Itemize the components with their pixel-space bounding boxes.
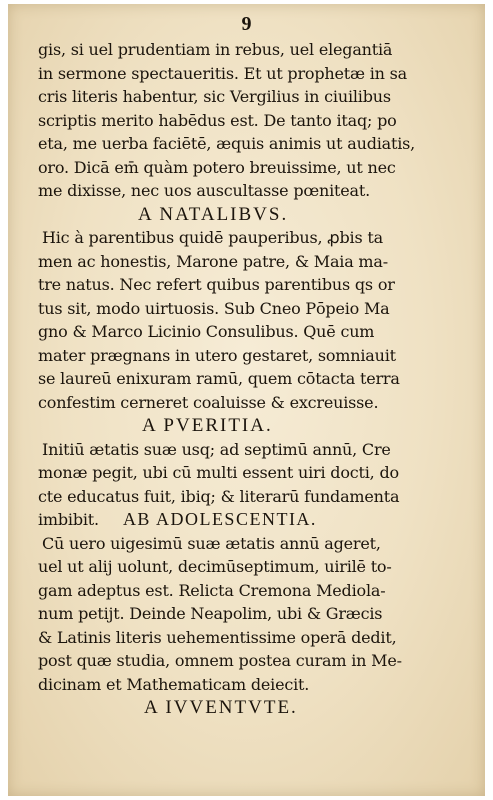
text-line: gam adeptus est. Relicta Cremona Mediola- xyxy=(38,580,386,600)
text-line: Hic à parentibus quidē pauperibus, ꝓbis ta xyxy=(42,228,383,247)
text-line: eta, me uerba faciētē, æquis animis ut audiatis, xyxy=(38,134,416,153)
text-line: men ac honestis, Marone patre, & Maia ma- xyxy=(38,251,388,271)
text-line: tus sit, modo uirtuosis. Sub Cneo Pōpeio Ma xyxy=(38,298,390,318)
text-line: uel ut alij uolunt, decimūseptimum, uirilē to- xyxy=(38,557,392,576)
text-line: mater prægnans in utero gestaret, somniauit xyxy=(38,345,396,365)
text-line: gis, si uel prudentiam in rebus, uel elegantiā xyxy=(38,40,393,59)
section-heading-pueritia: A PVERITIA. xyxy=(142,415,273,436)
text-fragment: imbibit. xyxy=(38,510,99,529)
section-heading-natalibus: A NATALIBVS. xyxy=(138,203,289,225)
book-page xyxy=(8,4,485,796)
section-heading-adolescentia: AB ADOLESCENTIA. xyxy=(122,509,317,529)
text-line-with-heading xyxy=(38,508,450,532)
text-line: oro. Dicā em̄ quàm potero breuissime, ut nec xyxy=(38,157,396,177)
text-line: scriptis merito habēdus est. De tanto itaq; po xyxy=(38,110,397,130)
text-line: dicinam et Mathematicam deiecit. xyxy=(38,674,310,694)
text-line: cris literis habentur, sic Vergilius in ciuilibus xyxy=(38,87,391,106)
text-line: num petijt. Deinde Neapolim, ubi & Græcis xyxy=(38,604,383,623)
text-line: monæ pegit, ubi cū multi essent uiri docti, do xyxy=(38,463,399,482)
text-line: confestim cerneret coaluisse & excreuisse. xyxy=(38,392,379,412)
text-line: & Latinis literis uehementissime operā dedit, xyxy=(38,627,397,647)
section-heading-iuventute: A IVVENTVTE. xyxy=(144,697,298,718)
page-number: 9 xyxy=(241,13,252,35)
page-text xyxy=(38,38,450,720)
text-line: in sermone spectaueritis. Et ut prophetæ in sa xyxy=(38,63,407,83)
text-line: se laureū enixuram ramū, quem cōtacta terra xyxy=(38,369,400,388)
text-line: tre natus. Nec refert quibus parentibus qs or xyxy=(38,275,395,294)
text-line: gno & Marco Licinio Consulibus. Quē cum xyxy=(38,322,375,341)
text-line: Cū uero uigesimū suæ ætatis annū ageret, xyxy=(42,533,381,553)
text-line: cte educatus fuit, ibiq; & literarū fundamenta xyxy=(38,486,400,506)
text-line: me dixisse, nec uos auscultasse pœniteat. xyxy=(38,181,370,200)
text-line: post quæ studia, omnem postea curam in Me- xyxy=(38,651,402,670)
text-line: Initiū ætatis suæ usq; ad septimū annū, Cre xyxy=(42,439,391,459)
